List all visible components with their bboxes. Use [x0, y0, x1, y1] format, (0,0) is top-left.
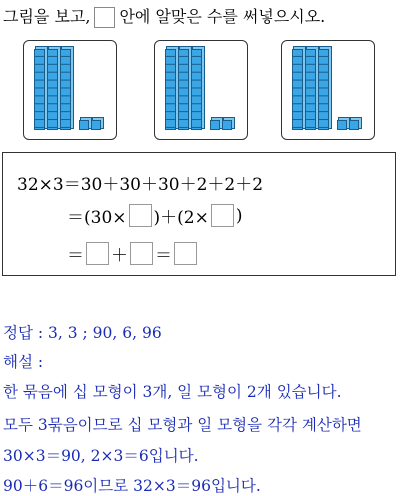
equation-line-2-part-a: ＝(30×	[67, 208, 127, 228]
equation-line-3-part-b: ＋	[111, 246, 128, 266]
explanation-line: 한 묶음에 십 모형이 3개, 일 모형이 2개 있습니다.	[3, 383, 342, 401]
block-group-3	[281, 40, 375, 140]
tens-rod	[47, 49, 58, 130]
sample-blank-box	[94, 7, 115, 28]
ones-cube	[349, 120, 359, 130]
equation-line-3-part-a: ＝	[67, 246, 84, 266]
answer-blank-2[interactable]	[211, 204, 234, 227]
tens-rod	[191, 49, 202, 130]
answer-blank-4[interactable]	[130, 242, 153, 265]
tens-rod	[305, 49, 316, 130]
equation-line-1-text: 32×3＝30＋30＋30＋2＋2＋2	[17, 175, 264, 195]
ones-cube	[337, 120, 347, 130]
equation-line-2	[67, 203, 242, 228]
explanation-line: 모두 3묶음이므로 십 모형과 일 모형을 각각 계산하면	[3, 416, 362, 434]
explanation-title: 해설 :	[3, 353, 44, 371]
equation-line-3-part-c: ＝	[155, 246, 172, 266]
equation-line-3	[67, 241, 199, 266]
tens-rod	[165, 49, 176, 130]
answer-blank-1[interactable]	[129, 204, 152, 227]
equation-line-2-part-b: )＋(2×	[153, 208, 209, 228]
problem-box	[2, 152, 396, 276]
equation-line-2-part-c: )	[235, 205, 243, 226]
answer-blank-5[interactable]	[174, 242, 197, 265]
answer-blank-3[interactable]	[86, 242, 109, 265]
tens-rod	[178, 49, 189, 130]
ones-cube	[210, 120, 220, 130]
tens-rod	[34, 49, 45, 130]
ones-cube	[222, 120, 232, 130]
ones-cube	[79, 120, 89, 130]
ones-cube	[91, 120, 101, 130]
instruction-before: 그림을 보고,	[3, 7, 91, 26]
tens-rod	[60, 49, 71, 130]
instruction	[3, 6, 325, 28]
tens-rod	[318, 49, 329, 130]
block-group-1	[23, 40, 117, 140]
tens-rod	[292, 49, 303, 130]
block-group-2	[154, 40, 248, 140]
explanation-line: 30×3＝90, 2×3＝6입니다.	[3, 447, 199, 465]
explanation-line: 90＋6＝96이므로 32×3＝96입니다.	[3, 477, 261, 495]
answer-line: 정답 : 3, 3 ; 90, 6, 96	[3, 324, 162, 342]
instruction-after: 안에 알맞은 수를 써넣으시오.	[119, 7, 326, 26]
equation-line-1	[17, 170, 263, 195]
